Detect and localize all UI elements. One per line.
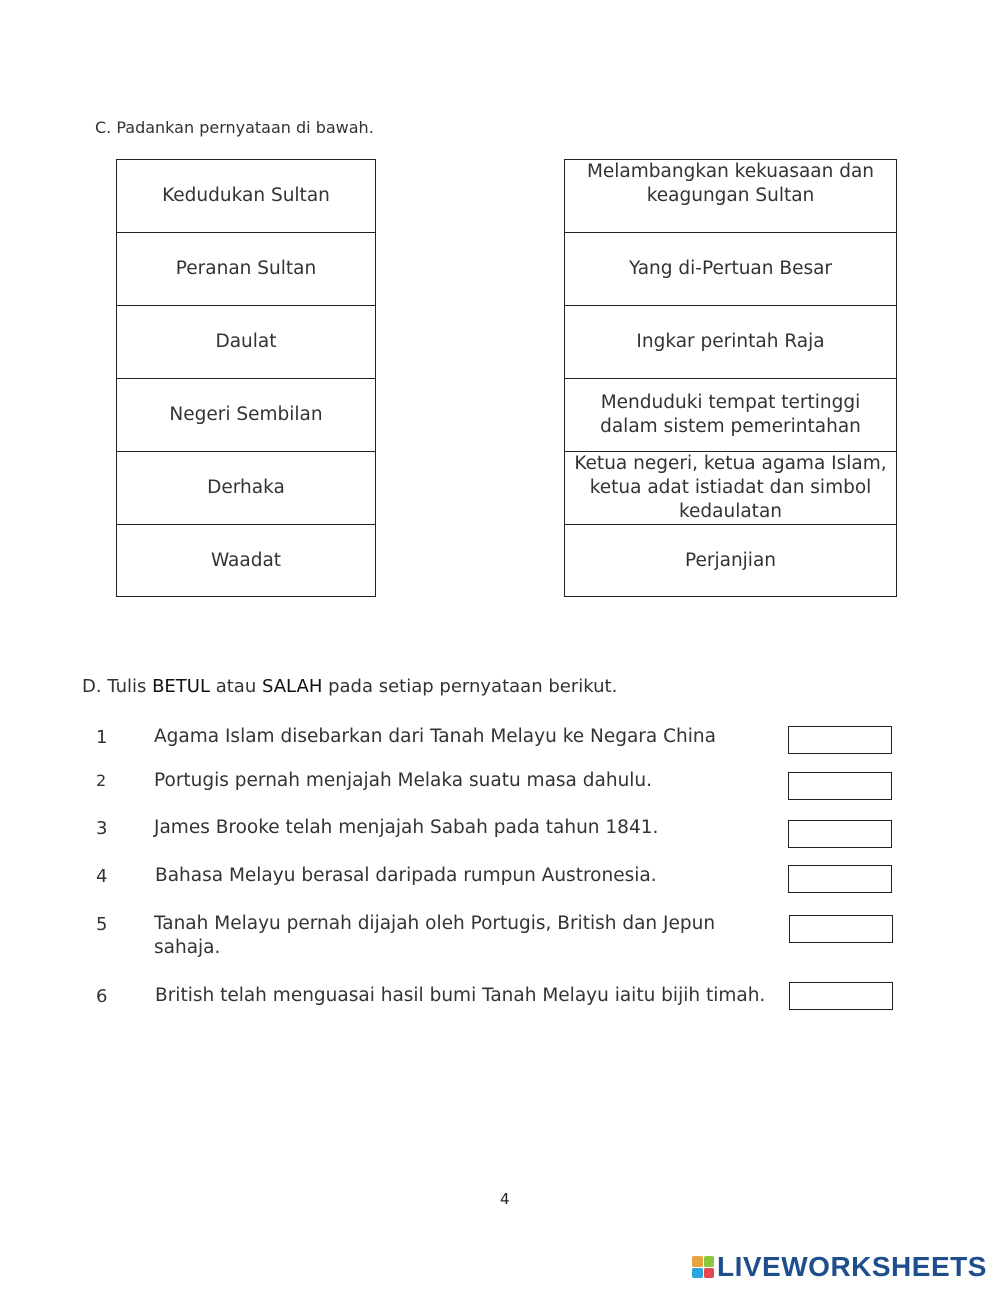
brand-name: LIVEWORKSHEETS [717,1251,987,1282]
question-number: 1 [96,727,108,748]
right-item-3[interactable]: Ingkar perintah Raja [565,306,896,379]
left-item-1[interactable]: Kedudukan Sultan [117,160,375,233]
section-c-title: C. Padankan pernyataan di bawah. [95,118,374,137]
question-text: James Brooke telah menjajah Sabah pada tahun 1841. [154,817,659,838]
right-item-5[interactable]: Ketua negeri, ketua agama Islam, ketua adat istiadat dan simbol kedaulatan [565,452,896,525]
left-item-3[interactable]: Daulat [117,306,375,379]
question-text: Tanah Melayu pernah dijajah oleh Portugis, British dan Jepun sahaja. [154,913,716,958]
liveworksheets-icon [692,1256,714,1278]
right-item-1[interactable]: Melambangkan kekuasaan dan keagungan Sultan [565,160,896,233]
logo-square-3 [692,1268,703,1279]
question-number: 3 [96,818,108,839]
logo-square-1 [692,1256,703,1267]
right-item-2[interactable]: Yang di-Pertuan Besar [565,233,896,306]
left-item-2[interactable]: Peranan Sultan [117,233,375,306]
left-column [116,159,376,597]
keyword-salah: SALAH [261,676,323,697]
keyword-betul: BETUL [152,676,210,697]
answer-box-3[interactable] [788,820,892,848]
title-middle: atau [210,676,262,697]
left-item-4[interactable]: Negeri Sembilan [117,379,375,452]
right-item-6[interactable]: Perjanjian [684,550,777,571]
logo-square-4 [704,1268,715,1279]
question-text: Portugis pernah menjajah Melaka suatu masa dahulu. [154,770,653,791]
question-text: Agama Islam disebarkan dari Tanah Melayu ke Negara China [154,726,716,747]
question-number: 4 [96,866,108,887]
question-number: 5 [96,914,108,935]
answer-box-2[interactable] [788,772,892,800]
answer-box-5[interactable] [789,915,893,943]
right-item-4[interactable]: Menduduki tempat tertinggi dalam sistem pemerintahan [565,379,896,452]
left-item-6[interactable]: Waadat [210,550,282,571]
right-column [564,159,897,597]
logo-square-2 [704,1256,715,1267]
page-number: 4 [500,1190,510,1208]
answer-box-4[interactable] [788,865,892,893]
left-item-5[interactable]: Derhaka [117,452,375,525]
question-text: British telah menguasai hasil bumi Tanah Melayu iaitu bijih timah. [155,985,766,1006]
answer-box-6[interactable] [789,982,893,1010]
question-number: 6 [96,986,108,1007]
brand-logo[interactable] [692,1251,987,1283]
section-d-title [82,676,617,697]
question-text: Bahasa Melayu berasal daripada rumpun Austronesia. [155,865,657,886]
question-number: 2 [96,771,107,790]
answer-box-1[interactable] [788,726,892,754]
title-prefix: D. Tulis [82,676,153,697]
title-suffix: pada setiap pernyataan berikut. [322,676,618,697]
